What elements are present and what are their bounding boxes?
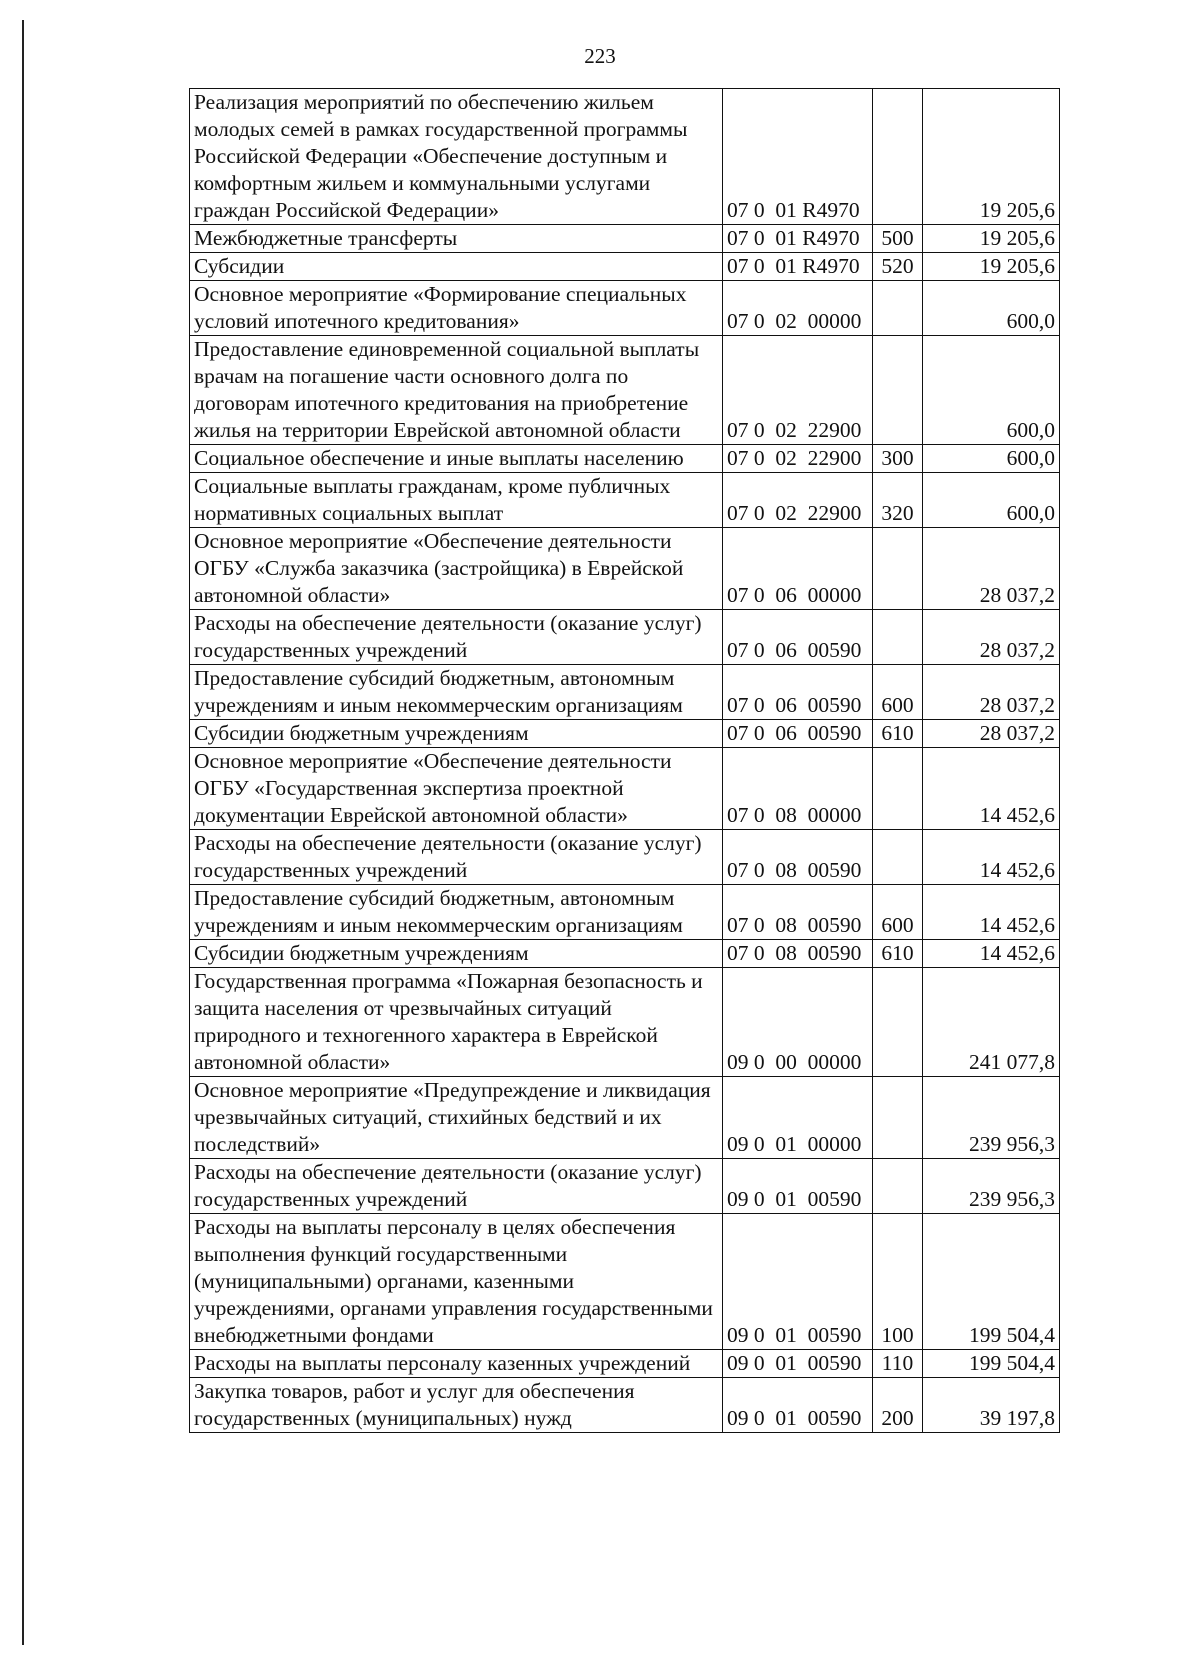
row-name-cell: Государственная программа «Пожарная безопасность и защита населения от чрезвычайных ситуаций природного и техногенного характера в Еврейской автономной области» xyxy=(190,968,723,1077)
row-sum-cell: 239 956,3 xyxy=(923,1159,1060,1214)
row-code-cell: 09 0 01 00000 xyxy=(723,1077,873,1159)
table-row xyxy=(190,1159,1060,1214)
table-row xyxy=(190,336,1060,445)
row-name-cell: Субсидии бюджетным учреждениям xyxy=(190,940,723,968)
row-code-cell: 07 0 02 22900 xyxy=(723,336,873,445)
row-vr-cell xyxy=(873,968,923,1077)
row-name-cell: Субсидии бюджетным учреждениям xyxy=(190,720,723,748)
row-name-cell: Основное мероприятие «Предупреждение и ликвидация чрезвычайных ситуаций, стихийных бедствий и их последствий» xyxy=(190,1077,723,1159)
row-name-cell: Межбюджетные трансферты xyxy=(190,225,723,253)
row-sum-cell: 28 037,2 xyxy=(923,610,1060,665)
row-vr-cell: 300 xyxy=(873,445,923,473)
row-name-cell: Расходы на выплаты персоналу казенных учреждений xyxy=(190,1350,723,1378)
row-sum-cell: 28 037,2 xyxy=(923,665,1060,720)
table-row xyxy=(190,940,1060,968)
row-code-cell: 07 0 08 00000 xyxy=(723,748,873,830)
row-sum-cell: 14 452,6 xyxy=(923,940,1060,968)
row-sum-cell: 600,0 xyxy=(923,445,1060,473)
row-vr-cell: 500 xyxy=(873,225,923,253)
row-sum-cell: 14 452,6 xyxy=(923,830,1060,885)
row-sum-cell: 600,0 xyxy=(923,336,1060,445)
row-code-cell: 07 0 01 R4970 xyxy=(723,89,873,225)
row-sum-cell: 28 037,2 xyxy=(923,528,1060,610)
row-name-cell: Расходы на обеспечение деятельности (оказание услуг) государственных учреждений xyxy=(190,830,723,885)
row-code-cell: 07 0 02 00000 xyxy=(723,281,873,336)
row-code-cell: 07 0 02 22900 xyxy=(723,445,873,473)
row-name-cell: Расходы на выплаты персоналу в целях обеспечения выполнения функций государственными (муниципальными) органами, казенными учреждениями, органами управления государственными внебюджетными фондами xyxy=(190,1214,723,1350)
row-vr-cell xyxy=(873,1159,923,1214)
row-sum-cell: 241 077,8 xyxy=(923,968,1060,1077)
row-vr-cell: 520 xyxy=(873,253,923,281)
table-row xyxy=(190,610,1060,665)
row-vr-cell xyxy=(873,1077,923,1159)
row-name-cell: Реализация мероприятий по обеспечению жильем молодых семей в рамках государственной программы Российской Федерации «Обеспечение доступным и комфортным жильем и коммунальными услугами граждан Российской Федерации» xyxy=(190,89,723,225)
table-row xyxy=(190,473,1060,528)
table-row xyxy=(190,445,1060,473)
row-sum-cell: 239 956,3 xyxy=(923,1077,1060,1159)
row-code-cell: 07 0 02 22900 xyxy=(723,473,873,528)
row-vr-cell: 100 xyxy=(873,1214,923,1350)
row-sum-cell: 39 197,8 xyxy=(923,1378,1060,1433)
row-code-cell: 07 0 01 R4970 xyxy=(723,225,873,253)
row-vr-cell: 610 xyxy=(873,720,923,748)
row-sum-cell: 19 205,6 xyxy=(923,89,1060,225)
row-name-cell: Социальные выплаты гражданам, кроме публичных нормативных социальных выплат xyxy=(190,473,723,528)
table-row xyxy=(190,253,1060,281)
row-sum-cell: 199 504,4 xyxy=(923,1350,1060,1378)
row-name-cell: Предоставление субсидий бюджетным, автономным учреждениям и иным некоммерческим организациям xyxy=(190,665,723,720)
row-name-cell: Предоставление субсидий бюджетным, автономным учреждениям и иным некоммерческим организациям xyxy=(190,885,723,940)
row-vr-cell: 600 xyxy=(873,665,923,720)
row-vr-cell xyxy=(873,748,923,830)
row-name-cell: Основное мероприятие «Обеспечение деятельности ОГБУ «Служба заказчика (застройщика) в Еврейской автономной области» xyxy=(190,528,723,610)
row-vr-cell: 610 xyxy=(873,940,923,968)
row-code-cell: 09 0 01 00590 xyxy=(723,1378,873,1433)
row-sum-cell: 14 452,6 xyxy=(923,885,1060,940)
scan-edge-line xyxy=(22,20,24,1645)
row-name-cell: Закупка товаров, работ и услуг для обеспечения государственных (муниципальных) нужд xyxy=(190,1378,723,1433)
row-vr-cell: 320 xyxy=(873,473,923,528)
row-name-cell: Субсидии xyxy=(190,253,723,281)
row-code-cell: 09 0 01 00590 xyxy=(723,1214,873,1350)
table-row xyxy=(190,665,1060,720)
budget-table xyxy=(189,88,1060,1433)
row-code-cell: 07 0 08 00590 xyxy=(723,830,873,885)
table-row xyxy=(190,89,1060,225)
row-code-cell: 07 0 06 00590 xyxy=(723,720,873,748)
row-code-cell: 07 0 06 00590 xyxy=(723,610,873,665)
table-row xyxy=(190,885,1060,940)
row-code-cell: 09 0 01 00590 xyxy=(723,1350,873,1378)
row-code-cell: 09 0 00 00000 xyxy=(723,968,873,1077)
table-row xyxy=(190,225,1060,253)
row-sum-cell: 19 205,6 xyxy=(923,253,1060,281)
row-sum-cell: 199 504,4 xyxy=(923,1214,1060,1350)
row-name-cell: Социальное обеспечение и иные выплаты населению xyxy=(190,445,723,473)
row-vr-cell xyxy=(873,89,923,225)
table-row xyxy=(190,830,1060,885)
row-code-cell: 07 0 06 00000 xyxy=(723,528,873,610)
row-sum-cell: 19 205,6 xyxy=(923,225,1060,253)
row-vr-cell: 200 xyxy=(873,1378,923,1433)
row-name-cell: Расходы на обеспечение деятельности (оказание услуг) государственных учреждений xyxy=(190,1159,723,1214)
row-sum-cell: 14 452,6 xyxy=(923,748,1060,830)
row-vr-cell xyxy=(873,336,923,445)
row-name-cell: Предоставление единовременной социальной выплаты врачам на погашение части основного долга по договорам ипотечного кредитования на приобретение жилья на территории Еврейской автономной области xyxy=(190,336,723,445)
row-sum-cell: 28 037,2 xyxy=(923,720,1060,748)
row-vr-cell: 110 xyxy=(873,1350,923,1378)
table-row xyxy=(190,720,1060,748)
table-row xyxy=(190,1214,1060,1350)
table-row xyxy=(190,1077,1060,1159)
table-row xyxy=(190,748,1060,830)
row-sum-cell: 600,0 xyxy=(923,281,1060,336)
row-vr-cell xyxy=(873,281,923,336)
row-name-cell: Основное мероприятие «Формирование специальных условий ипотечного кредитования» xyxy=(190,281,723,336)
row-code-cell: 07 0 06 00590 xyxy=(723,665,873,720)
row-name-cell: Расходы на обеспечение деятельности (оказание услуг) государственных учреждений xyxy=(190,610,723,665)
row-code-cell: 07 0 08 00590 xyxy=(723,940,873,968)
row-vr-cell xyxy=(873,830,923,885)
table-row xyxy=(190,968,1060,1077)
budget-table-body xyxy=(190,89,1060,1433)
row-vr-cell xyxy=(873,528,923,610)
row-code-cell: 07 0 01 R4970 xyxy=(723,253,873,281)
table-row xyxy=(190,1350,1060,1378)
page-number: 223 xyxy=(584,44,616,68)
row-sum-cell: 600,0 xyxy=(923,473,1060,528)
row-code-cell: 07 0 08 00590 xyxy=(723,885,873,940)
row-name-cell: Основное мероприятие «Обеспечение деятельности ОГБУ «Государственная экспертиза проектной документации Еврейской автономной области» xyxy=(190,748,723,830)
row-vr-cell xyxy=(873,610,923,665)
row-code-cell: 09 0 01 00590 xyxy=(723,1159,873,1214)
table-row xyxy=(190,281,1060,336)
table-row xyxy=(190,1378,1060,1433)
table-row xyxy=(190,528,1060,610)
row-vr-cell: 600 xyxy=(873,885,923,940)
